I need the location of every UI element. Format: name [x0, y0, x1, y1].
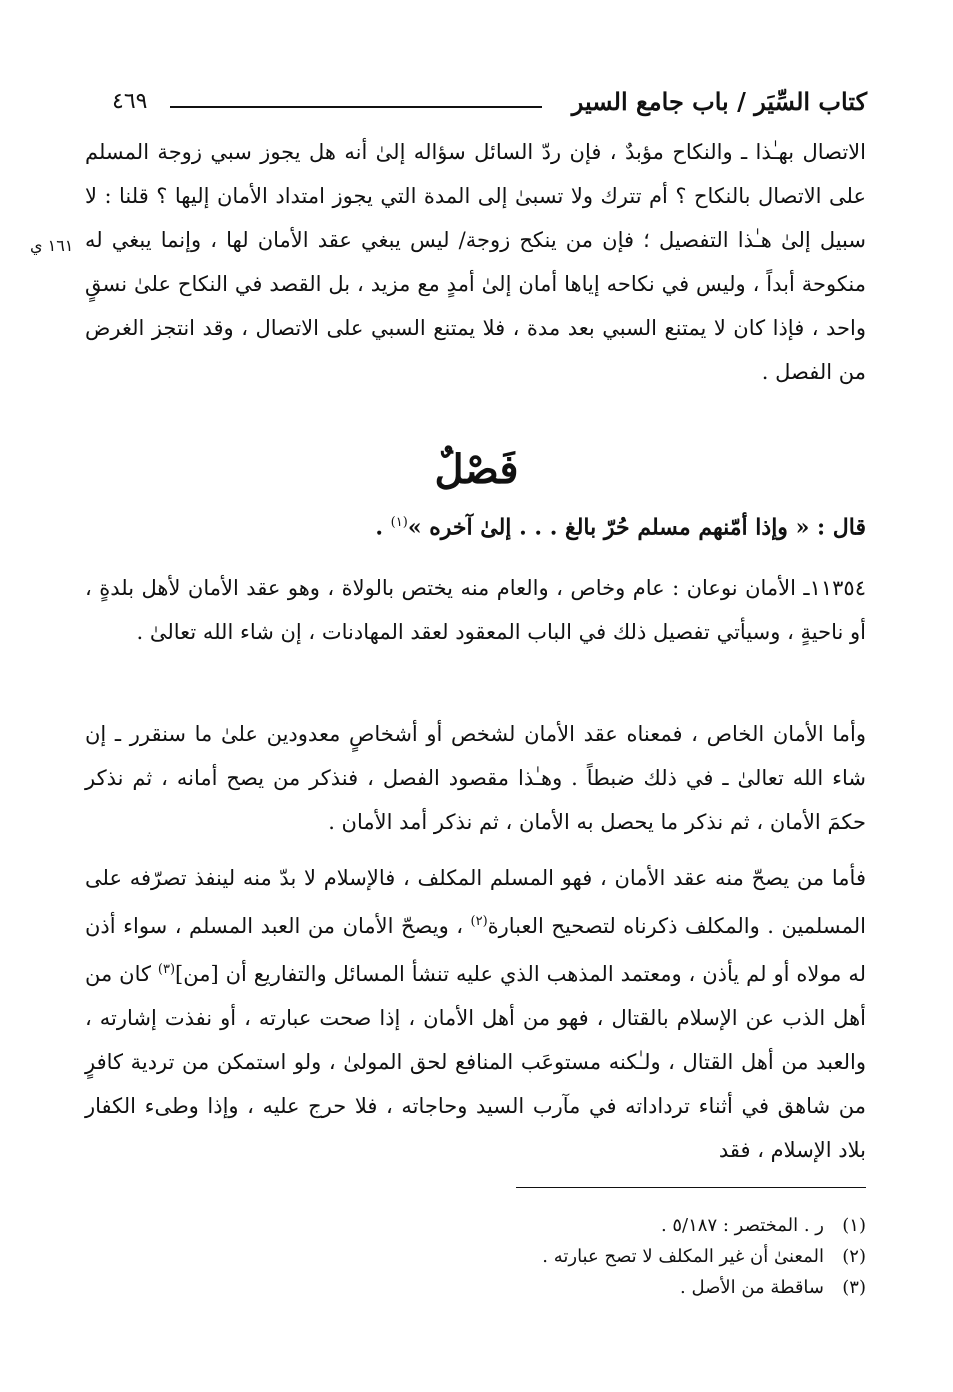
footnote-ref-1[interactable]: (١) [390, 515, 408, 530]
footnote-item [85, 1241, 866, 1272]
paragraph-4-part-2: ، ويصحّ الأمان من العبد المسلم ، سواء أذن له مولاه أو لم يأذن ، ومعتمد المذهب الذي عليه تنشأ المسائل والتفاريع أن [من] [85, 914, 866, 986]
quoted-text-line [85, 500, 866, 550]
paragraph-4 [85, 856, 866, 1172]
footnote-number: (٢) [842, 1246, 866, 1267]
paragraph-3: وأما الأمان الخاص ، فمعناه عقد الأمان لشخص أو أشخاصٍ معدودين علىٰ ما سنقرر ـ إن شاء الله تعالىٰ ـ في ذلك ضبطاً . وهـٰذا مقصود الفصل ، فنذكر من يصح أمانه ، ثم نذكر حكمَ الأمان ، ثم نذكر ما يحصل به الأمان ، ثم نذكر أمد الأمان . [85, 722, 866, 834]
footnote-number: (١) [842, 1215, 866, 1236]
footnote-number: (٣) [842, 1277, 866, 1298]
footnote-text: ساقطة من الأصل . [680, 1277, 824, 1298]
paragraph-4-part-1: فأما من يصحّ منه عقد الأمان ، فهو المسلم المكلف ، فالإسلام لا بدّ منه لينفذ تصرّفه على المسلمين . والمكلف ذكرناه لتصحيح العبارة [85, 866, 866, 938]
footnote-ref-2[interactable]: (٢) [470, 914, 488, 929]
paragraph-2: ١١٣٥٤ـ الأمان نوعان : عام وخاص ، والعام منه يختص بالولاة ، وهو عقد الأمان لأهل بلدةٍ ، أو ناحيةٍ ، وسيأتي تفصيل ذلك في الباب المعقود لعقد المهادنات ، إن شاء الله تعالىٰ . [85, 576, 866, 644]
footnote-text: ر . المختصر : ٥/١٨٧ . [660, 1215, 824, 1236]
footnote-item [85, 1272, 866, 1303]
quote-text: قال : « وإذا أمّنهم مسلم حُرّ بالغ . . . إلىٰ آخره » [407, 514, 866, 541]
margin-note: ١٦١ ي [30, 236, 74, 255]
paragraph-4-part-3: كان من أهل الذب عن الإسلام بالقتال ، فهو من أهل الأمان ، إذا صحت عبارته ، أو نفذت إشارته ، والعبد من أهل القتال ، ولـٰكنه مستوعَب المنافع لحق المولىٰ ، ولو استمكن من تردية كافرٍ من شاهق في أثناء ترداداته في مآرب السيد وحاجاته ، فلا حرج عليه ، وإذا وطىء الكفار بلاد الإسلام ، فقد [85, 962, 866, 1162]
running-title: كتاب السِّيَر / باب جامع السير [571, 87, 867, 116]
section-heading-fasl: فَصْلٌ [434, 446, 519, 493]
footnote-rule [516, 1187, 866, 1188]
header-rule [170, 106, 542, 108]
footnote-text: المعنىٰ أن غير المكلف لا تصح عبارته . [542, 1246, 824, 1267]
page-number: ٤٦٩ [112, 89, 148, 114]
page-header [112, 82, 867, 122]
footnote-item [85, 1210, 866, 1241]
quote-end: . [375, 514, 391, 541]
footnote-ref-3[interactable]: (٣) [157, 962, 176, 977]
paragraph-1: الاتصال بهـٰذا ـ والنكاح مؤبدٌ ، فإن ردّ السائل سؤاله إلىٰ أنه هل يجوز سبي زوجة المسلم على الاتصال بالنكاح ؟ أم تترك ولا تسبىٰ إلى المدة التي يجوز امتداد الأمان إليها ؟ قلنا : لا سبيل إلىٰ هـٰذا التفصيل ؛ فإن من ينكح زوجة/ ليس يبغي عقد الأمان لها ، وإنما يبغي له منكوحة أبداً ، وليس في نكاحه إياها أمان إلىٰ أمدٍ مع مزيد ، بل القصد في النكاح علىٰ نسقٍ واحد ، فإذا كان لا يمتنع السبي بعد مدة ، فلا يمتنع السبي على الاتصال ، وقد انتجز الغرض من الفصل . [85, 140, 866, 384]
footnotes [85, 1210, 866, 1303]
